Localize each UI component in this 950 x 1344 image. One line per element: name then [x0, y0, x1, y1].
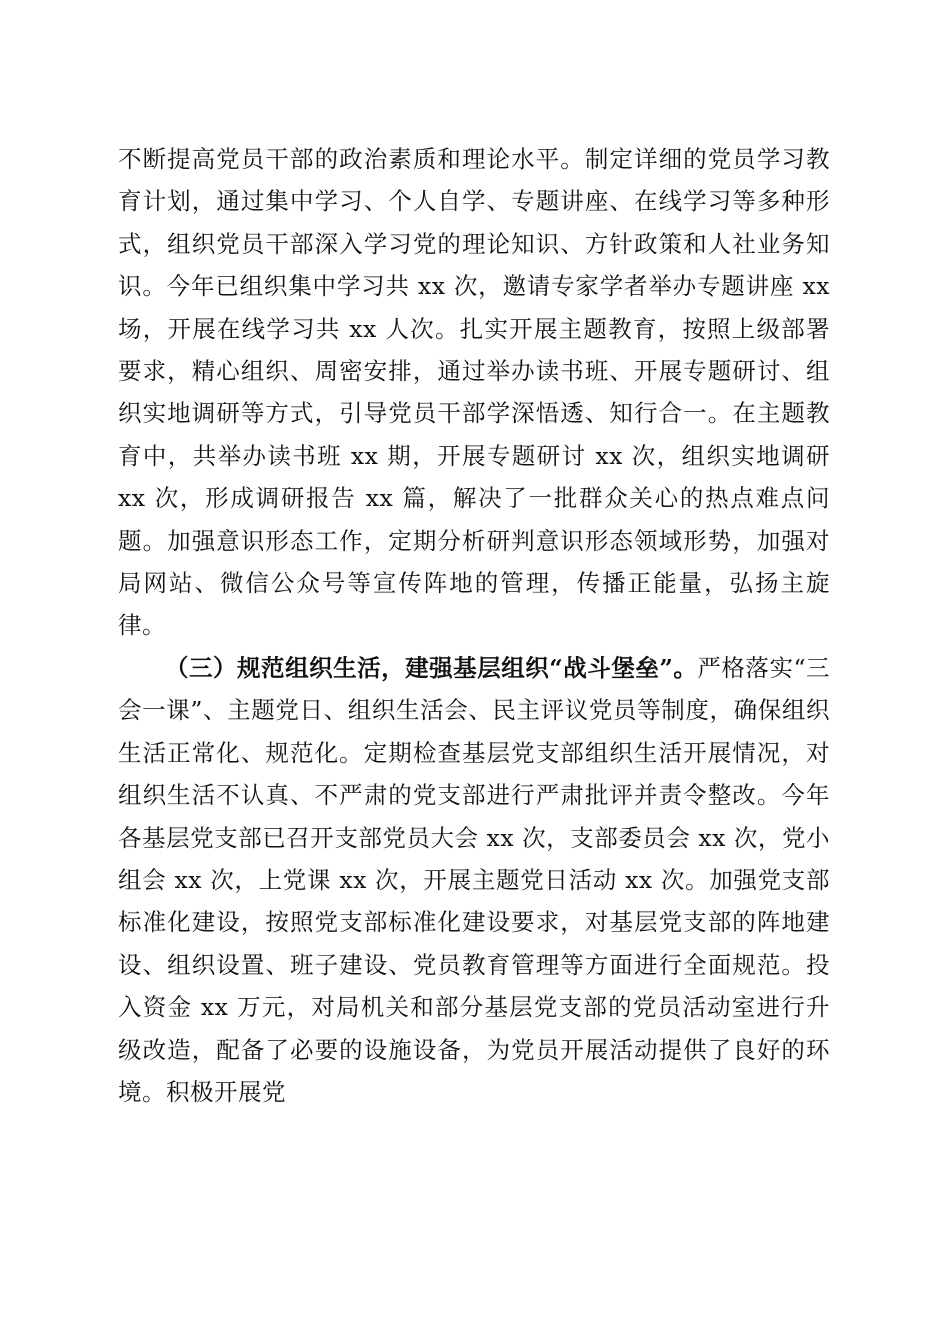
- section-heading: （三）规范组织生活，建强基层组织“战斗堡垒”。: [165, 653, 698, 682]
- paragraph-text: 不断提高党员干部的政治素质和理论水平。制定详细的党员学习教育计划，通过集中学习、个人自学、专题讲座、在线学习等多种形式，组织党员干部深入学习党的理论知识、方针政策和人社业务知识。今年已组织集中学习共 xx 次，邀请专家学者举办专题讲座 xx 场，开展在线学习共 xx 人次。扎实开展主题教育，按照上级部署要求，精心组织、周密安排，通过举办读书班、开展专题研讨、组织实地调研等方式，引导党员干部学深悟透、知行合一。在主题教育中，共举办读书班 xx 期，开展专题研讨 xx 次，组织实地调研 xx 次，形成调研报告 xx 篇，解决了一批群众关心的热点难点问题。加强意识形态工作，定期分析研判意识形态领域形势，加强对局网站、微信公众号等宣传阵地的管理，传播正能量，弘扬主旋律。: [118, 145, 830, 640]
- paragraph-text: 严格落实“三会一课”、主题党日、组织生活会、民主评议党员等制度，确保组织生活正常化、规范化。定期检查基层党支部组织生活开展情况，对组织生活不认真、不严肃的党支部进行严肃批评并责令整改。今年各基层党支部已召开支部党员大会 xx 次，支部委员会 xx 次，党小组会 xx 次，上党课 xx 次，开展主题党日活动 xx 次。加强党支部标准化建设，按照党支部标准化建设要求，对基层党支部的阵地建设、组织设置、班子建设、党员教育管理等方面进行全面规范。投入资金 xx 万元，对局机关和部分基层党支部的党员活动室进行升级改造，配备了必要的设施设备，为党员开展活动提供了良好的环境。积极开展党: [118, 653, 830, 1106]
- paragraph-continued: [118, 138, 830, 647]
- paragraph-section-three: [118, 647, 830, 1113]
- body-text: [118, 138, 830, 1113]
